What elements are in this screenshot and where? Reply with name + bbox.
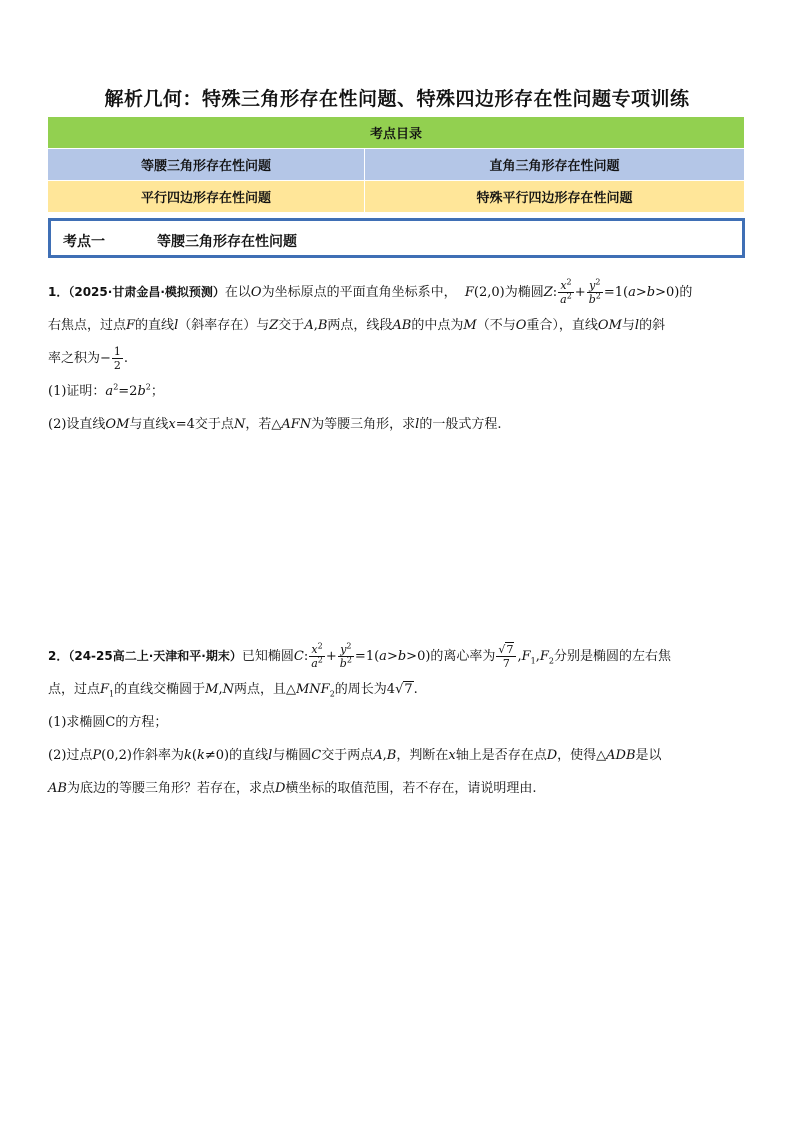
toc-item-parallelogram[interactable]: 平行四边形存在性问题 (48, 181, 365, 213)
question-2-source: （24-25高二上·天津和平·期末） (68, 649, 242, 663)
question-2-line-2: 点，过点$F_1$的直线交椭圆于M,N两点，且$\triangle MNF_2$的周长为4√7. (48, 682, 418, 699)
question-2-line-1: 2．（24-25高二上·天津和平·期末）已知椭圆C: $\frac{x^2}{a^2}$ + $\frac{y^2}{b^2}$ =1(a>b>0)的离心率为 $\frac{√7}{7}$ $,F_1,F_2$分别是椭圆的左右焦 (48, 641, 671, 670)
question-2 (48, 640, 748, 805)
question-1-number: 1． (48, 285, 69, 299)
question-1 (48, 276, 748, 441)
question-1-part-1: (1)证明：$a^2=2b^2$； (48, 382, 164, 399)
section-title: 等腰三角形存在性问题 (157, 234, 297, 250)
question-2-part-2: (2)过点P(0,2)作斜率为k(k≠0)的直线l与椭圆C交于两点A,B，判断在x轴上是否存在点D，使得△ADB是以 (48, 748, 662, 763)
question-2-part-1: (1)求椭圆C的方程； (48, 715, 168, 730)
question-1-source: （2025·甘肃金昌·模拟预测） (68, 285, 225, 299)
section-label: 考点一 (63, 234, 105, 250)
toc-table (47, 116, 745, 213)
question-1-line-1: 1．（2025·甘肃金昌·模拟预测）在以O为坐标原点的平面直角坐标系中， F(2,0)为椭圆Z: $\frac{x^2}{a^2}$ + $\frac{y^2}{b^2}$ =1(a>b>0)的 (48, 277, 693, 306)
question-2-part-2-cont: AB为底边的等腰三角形？若存在，求点D横坐标的取值范围，若不存在，请说明理由. (48, 781, 537, 796)
question-1-line-3: 率之积为− $\frac{1}{2}$ . (48, 345, 129, 372)
toc-item-right-triangle[interactable]: 直角三角形存在性问题 (365, 149, 745, 181)
question-2-number: 2． (48, 649, 69, 663)
question-1-line-2: 右焦点，过点F的直线l（斜率存在）与Z交于A,B两点，线段AB的中点为M（不与O重合），直线OM与l的斜 (48, 318, 666, 333)
question-1-part-2: (2)设直线OM与直线x=4交于点N，若△AFN为等腰三角形，求l的一般式方程. (48, 417, 502, 432)
toc-header: 考点目录 (48, 117, 745, 149)
toc-item-isosceles[interactable]: 等腰三角形存在性问题 (48, 149, 365, 181)
page-title: 解析几何：特殊三角形存在性问题、特殊四边形存在性问题专项训练 (104, 88, 690, 110)
section-header (48, 218, 745, 258)
toc-item-special-parallelogram[interactable]: 特殊平行四边形存在性问题 (365, 181, 745, 213)
